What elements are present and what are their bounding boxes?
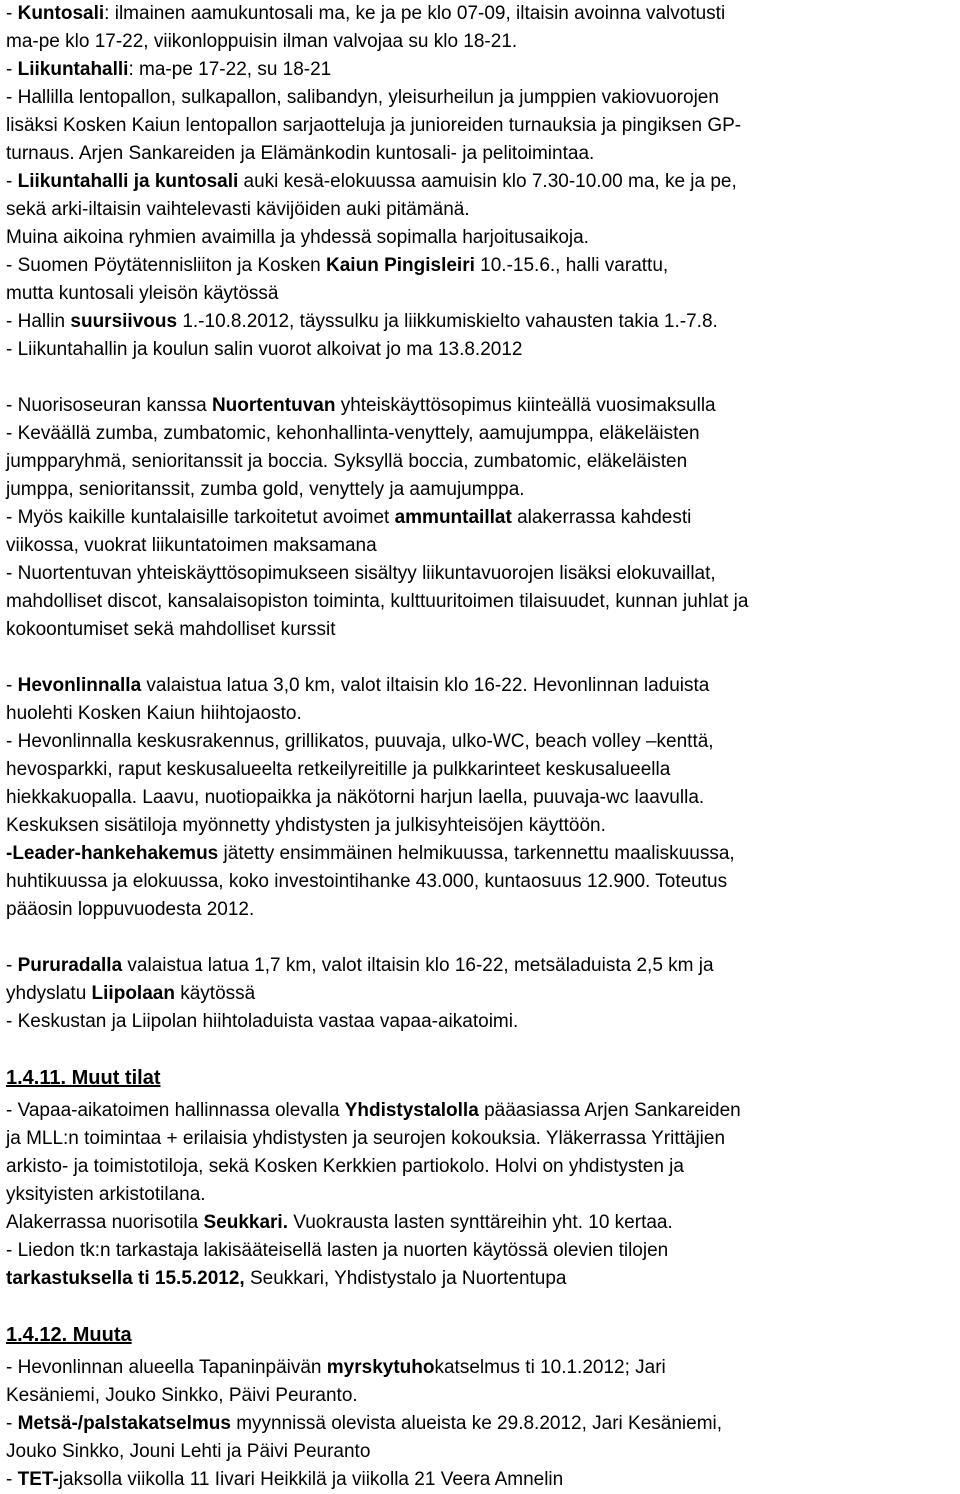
- bold-text: Seukkari.: [203, 1212, 288, 1233]
- text-run: - Keskustan ja Liipolan hiihtoladuista vastaa vapaa-aikatoimi.: [6, 1011, 519, 1032]
- youth-club-section: [6, 392, 958, 644]
- text-line: [6, 196, 958, 224]
- bold-text: Liipolaan: [91, 983, 175, 1004]
- text-line: [6, 756, 958, 784]
- text-run: yksityisten arkistotilana.: [6, 1184, 206, 1205]
- text-run: Muina aikoina ryhmien avaimilla ja yhdessä sopimalla harjoitusaikoja.: [6, 227, 589, 248]
- text-line: [6, 840, 958, 868]
- text-run: jumppa, senioritanssit, zumba gold, venyttely ja aamujumppa.: [6, 479, 525, 500]
- bold-text: tarkastuksella ti 15.5.2012,: [6, 1268, 245, 1289]
- text-run: huolehti Kosken Kaiun hiihtojaosto.: [6, 703, 302, 724]
- text-line: [6, 224, 958, 252]
- bold-text: -Leader-hankehakemus: [6, 843, 219, 864]
- text-run: Kesäniemi, Jouko Sinkko, Päivi Peuranto.: [6, 1385, 358, 1406]
- text-line: [6, 700, 958, 728]
- text-line: [6, 560, 958, 588]
- text-line: [6, 532, 958, 560]
- text-line: [6, 1181, 958, 1209]
- text-run: -: [6, 955, 18, 976]
- text-run: kokoontumiset sekä mahdolliset kurssit: [6, 619, 336, 640]
- muuta-section: [6, 1354, 958, 1494]
- text-run: pääosin loppuvuodesta 2012.: [6, 899, 255, 920]
- text-line: [6, 336, 958, 364]
- text-run: - Hallin: [6, 311, 71, 332]
- heading-muuta: 1.4.12. Muuta: [6, 1324, 132, 1346]
- text-run: arkisto- ja toimistotiloja, sekä Kosken Kerkkien partiokolo. Holvi on yhdistysten ja: [6, 1156, 684, 1177]
- bold-text: Liikuntahalli: [17, 59, 129, 80]
- pururata-section: [6, 952, 958, 1036]
- text-run: -: [6, 1469, 18, 1490]
- text-line: [6, 1153, 958, 1181]
- bold-text: Metsä-/palstakatselmus: [17, 1413, 231, 1434]
- text-line: [6, 784, 958, 812]
- text-run: Seukkari, Yhdistystalo ja Nuortentupa: [244, 1268, 567, 1289]
- text-run: valaistua latua 1,7 km, valot iltaisin klo 16-22, metsäladuista 2,5 km ja: [122, 955, 714, 976]
- text-run: - Keväällä zumba, zumbatomic, kehonhallinta-venyttely, aamujumppa, eläkeläisten: [6, 423, 700, 444]
- text-run: -: [6, 171, 18, 192]
- text-line: [6, 1466, 958, 1494]
- text-run: lisäksi Kosken Kaiun lentopallon sarjaotteluja ja junioreiden turnauksia ja pingiksen GP-: [6, 115, 742, 136]
- text-run: myynnissä olevista alueista ke 29.8.2012, Jari Kesäniemi,: [230, 1413, 723, 1434]
- text-line: [6, 868, 958, 896]
- text-run: : ma-pe 17-22, su 18-21: [128, 59, 332, 80]
- text-line: [6, 896, 958, 924]
- text-line: [6, 1008, 958, 1036]
- text-line: [6, 308, 958, 336]
- text-run: yhteiskäyttösopimus kiinteällä vuosimaksulla: [335, 395, 716, 416]
- text-line: [6, 84, 958, 112]
- text-line: [6, 420, 958, 448]
- text-run: - Vapaa-aikatoimen hallinnassa olevalla: [6, 1100, 345, 1121]
- bold-text: ammuntaillat: [394, 507, 512, 528]
- text-run: viikossa, vuokrat liikuntatoimen maksamana: [6, 535, 377, 556]
- text-run: - Nuortentuvan yhteiskäyttösopimukseen sisältyy liikuntavuorojen lisäksi elokuvaillat,: [6, 563, 716, 584]
- text-line: [6, 728, 958, 756]
- text-line: [6, 56, 958, 84]
- text-run: Jouko Sinkko, Jouni Lehti ja Päivi Peuranto: [6, 1441, 371, 1462]
- text-run: - Nuorisoseuran kanssa: [6, 395, 212, 416]
- heading-muut-tilat: 1.4.11. Muut tilat: [6, 1067, 161, 1089]
- text-run: hiekkakuopalla. Laavu, nuotiopaikka ja näkötorni harjun laella, puuvaja-wc laavulla.: [6, 787, 705, 808]
- text-line: [6, 1125, 958, 1153]
- hevonlinna-section: [6, 672, 958, 924]
- text-run: hevosparkki, raput keskusalueelta retkeilyreitille ja pulkkarinteet keskusalueella: [6, 759, 671, 780]
- text-run: käytössä: [174, 983, 256, 1004]
- sports-facilities-section: [6, 0, 958, 364]
- text-line: [6, 980, 958, 1008]
- text-line: [6, 1382, 958, 1410]
- text-line: [6, 168, 958, 196]
- bold-text: Hevonlinnalla: [17, 675, 142, 696]
- text-line: [6, 1410, 958, 1438]
- bold-text: Liikuntahalli ja kuntosali: [17, 171, 239, 192]
- text-run: -: [6, 675, 18, 696]
- text-run: -: [6, 1413, 18, 1434]
- text-run: ma-pe klo 17-22, viikonloppuisin ilman valvojaa su klo 18-21.: [6, 31, 518, 52]
- text-line: [6, 252, 958, 280]
- text-line: [6, 112, 958, 140]
- text-run: -: [6, 3, 18, 24]
- text-run: - Liikuntahallin ja koulun salin vuorot alkoivat jo ma 13.8.2012: [6, 339, 523, 360]
- text-run: sekä arki-iltaisin vaihtelevasti kävijöiden auki pitämänä.: [6, 199, 470, 220]
- text-run: - Hevonlinnan alueella Tapaninpäivän: [6, 1357, 327, 1378]
- text-run: auki kesä-elokuussa aamuisin klo 7.30-10.00 ma, ke ja pe,: [238, 171, 737, 192]
- text-line: [6, 672, 958, 700]
- bold-text: Kuntosali: [17, 3, 105, 24]
- text-line: [6, 1237, 958, 1265]
- text-run: pääasiassa Arjen Sankareiden: [478, 1100, 741, 1121]
- text-line: [6, 1438, 958, 1466]
- text-line: [6, 952, 958, 980]
- text-run: - Myös kaikille kuntalaisille tarkoitetut avoimet: [6, 507, 395, 528]
- text-run: valaistua latua 3,0 km, valot iltaisin klo 16-22. Hevonlinnan laduista: [141, 675, 710, 696]
- text-line: [6, 476, 958, 504]
- text-run: huhtikuussa ja elokuussa, koko investointihanke 43.000, kuntaosuus 12.900. Toteutus: [6, 871, 728, 892]
- text-run: jaksolla viikolla 11 Iivari Heikkilä ja viikolla 21 Veera Amnelin: [58, 1469, 564, 1490]
- muut-tilat-section: [6, 1097, 958, 1293]
- bold-text: Kaiun Pingisleiri: [326, 255, 475, 276]
- bold-text: Pururadalla: [17, 955, 123, 976]
- text-line: [6, 1354, 958, 1382]
- text-run: : ilmainen aamukuntosali ma, ke ja pe klo 07-09, iltaisin avoinna valvotusti: [104, 3, 726, 24]
- text-run: -: [6, 59, 18, 80]
- text-run: 10.-15.6., halli varattu,: [474, 255, 669, 276]
- text-run: ja MLL:n toimintaa + erilaisia yhdistysten ja seurojen kokouksia. Yläkerrassa Yrittäjien: [6, 1128, 726, 1149]
- text-run: mutta kuntosali yleisön käytössä: [6, 283, 279, 304]
- text-run: - Suomen Pöytätennisliiton ja Kosken: [6, 255, 327, 276]
- text-line: [6, 1265, 958, 1293]
- bold-text: TET-: [17, 1469, 59, 1490]
- text-run: - Liedon tk:n tarkastaja lakisääteisellä lasten ja nuorten käytössä olevien tilojen: [6, 1240, 669, 1261]
- text-run: jumpparyhmä, senioritanssit ja boccia. Syksyllä boccia, zumbatomic, eläkeläisten: [6, 451, 688, 472]
- text-run: Alakerrassa nuorisotila: [6, 1212, 204, 1233]
- text-run: yhdyslatu: [6, 983, 92, 1004]
- text-line: [6, 0, 958, 28]
- text-line: [6, 448, 958, 476]
- text-run: turnaus. Arjen Sankareiden ja Elämänkodin kuntosali- ja pelitoimintaa.: [6, 143, 595, 164]
- text-run: Vuokrausta lasten synttäreihin yht. 10 kertaa.: [287, 1212, 673, 1233]
- text-line: [6, 1209, 958, 1237]
- text-run: mahdolliset discot, kansalaisopiston toiminta, kulttuuritoimen tilaisuudet, kunnan juhlat ja: [6, 591, 749, 612]
- text-line: [6, 392, 958, 420]
- text-line: [6, 588, 958, 616]
- bold-text: Yhdistystalolla: [344, 1100, 479, 1121]
- text-line: [6, 812, 958, 840]
- bold-text: myrskytuho: [326, 1357, 435, 1378]
- text-run: - Hallilla lentopallon, sulkapallon, salibandyn, yleisurheilun ja jumppien vakiovuorojen: [6, 87, 719, 108]
- document-page: [6, 0, 958, 1494]
- bold-text: suursiivous: [70, 311, 178, 332]
- text-run: alakerrassa kahdesti: [511, 507, 692, 528]
- bold-text: Nuortentuvan: [211, 395, 336, 416]
- text-line: [6, 28, 958, 56]
- text-run: - Hevonlinnalla keskusrakennus, grillikatos, puuvaja, ulko-WC, beach volley –kenttä,: [6, 731, 714, 752]
- text-line: [6, 616, 958, 644]
- text-run: jätetty ensimmäinen helmikuussa, tarkennettu maaliskuussa,: [218, 843, 735, 864]
- text-run: katselmus ti 10.1.2012; Jari: [434, 1357, 666, 1378]
- text-line: [6, 1097, 958, 1125]
- text-line: [6, 140, 958, 168]
- text-line: [6, 280, 958, 308]
- text-line: [6, 504, 958, 532]
- text-run: Keskuksen sisätiloja myönnetty yhdistysten ja julkisyhteisöjen käyttöön.: [6, 815, 606, 836]
- text-run: 1.-10.8.2012, täyssulku ja liikkumiskielto vahausten takia 1.-7.8.: [177, 311, 718, 332]
